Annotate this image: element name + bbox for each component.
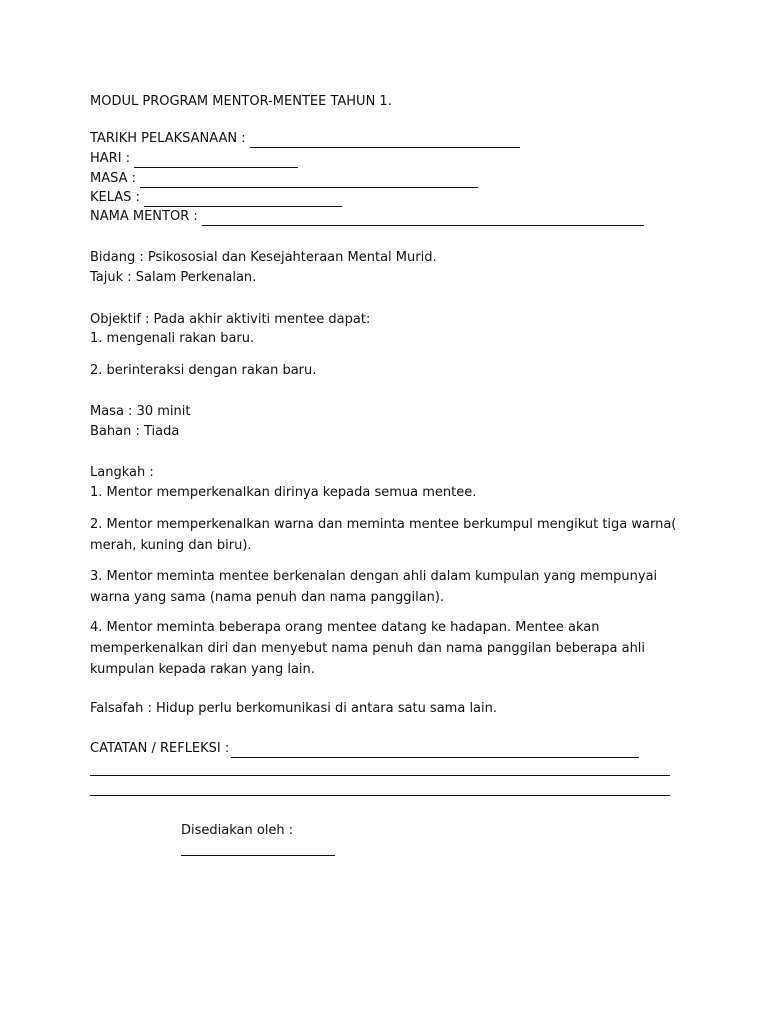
nama-mentor-field[interactable] (90, 208, 644, 226)
catatan-label: CATATAN / REFLEKSI : (90, 741, 230, 756)
hari-label: HARI : (90, 151, 131, 166)
bidang-text: Bidang : Psikososial dan Kesejahteraan Mental Murid. (90, 250, 437, 265)
document-title: MODUL PROGRAM MENTOR-MENTEE TAHUN 1. (90, 94, 392, 109)
kelas-blank[interactable] (144, 192, 342, 207)
objektif-item: 2. berinteraksi dengan rakan baru. (90, 363, 317, 378)
tarikh-field[interactable] (90, 130, 520, 148)
falsafah-text: Falsafah : Hidup perlu berkomunikasi di antara satu sama lain. (90, 701, 497, 716)
masa-aktiviti-text: Masa : 30 minit (90, 404, 191, 419)
langkah-step: 1. Mentor memperkenalkan dirinya kepada semua mentee. (90, 485, 477, 500)
hari-blank[interactable] (134, 153, 298, 168)
kelas-label: KELAS : (90, 190, 140, 205)
objektif-item: 1. mengenali rakan baru. (90, 331, 255, 346)
langkah-step: 4. Mentor meminta beberapa orang mentee datang ke hadapan. Mentee akan memperkenalkan diri dan menyebut nama penuh dan nama panggilan beberapa ahli kumpulan kepada rakan yang lain. (90, 620, 646, 677)
kelas-field[interactable] (90, 189, 342, 207)
langkah-step: 3. Mentor meminta mentee berkenalan dengan ahli dalam kumpulan yang mempunyai warna yang sama (nama penuh dan nama panggilan). (90, 569, 658, 605)
masa-blank[interactable] (140, 173, 478, 188)
hari-field[interactable] (90, 150, 298, 168)
langkah-step: 2. Mentor memperkenalkan warna dan meminta mentee berkumpul mengikut tiga warna( merah, kuning dan biru). (90, 517, 677, 553)
tarikh-label: TARIKH PELAKSANAAN : (90, 131, 246, 146)
disediakan-oleh-label: Disediakan oleh : (181, 823, 294, 838)
nama-mentor-blank[interactable] (202, 211, 644, 226)
tarikh-blank[interactable] (250, 133, 520, 148)
objektif-heading: Objektif : Pada akhir aktiviti mentee dapat: (90, 312, 371, 327)
refleksi-line[interactable] (90, 775, 670, 776)
tajuk-text: Tajuk : Salam Perkenalan. (90, 270, 257, 285)
refleksi-line[interactable] (90, 795, 670, 796)
masa-field[interactable] (90, 170, 478, 188)
bahan-text: Bahan : Tiada (90, 424, 180, 439)
catatan-blank[interactable] (231, 743, 639, 758)
signature-line[interactable] (181, 855, 335, 856)
langkah-heading: Langkah : (90, 465, 154, 480)
masa-label: MASA : (90, 171, 137, 186)
catatan-field[interactable] (90, 740, 639, 758)
nama-mentor-label: NAMA MENTOR : (90, 209, 198, 224)
